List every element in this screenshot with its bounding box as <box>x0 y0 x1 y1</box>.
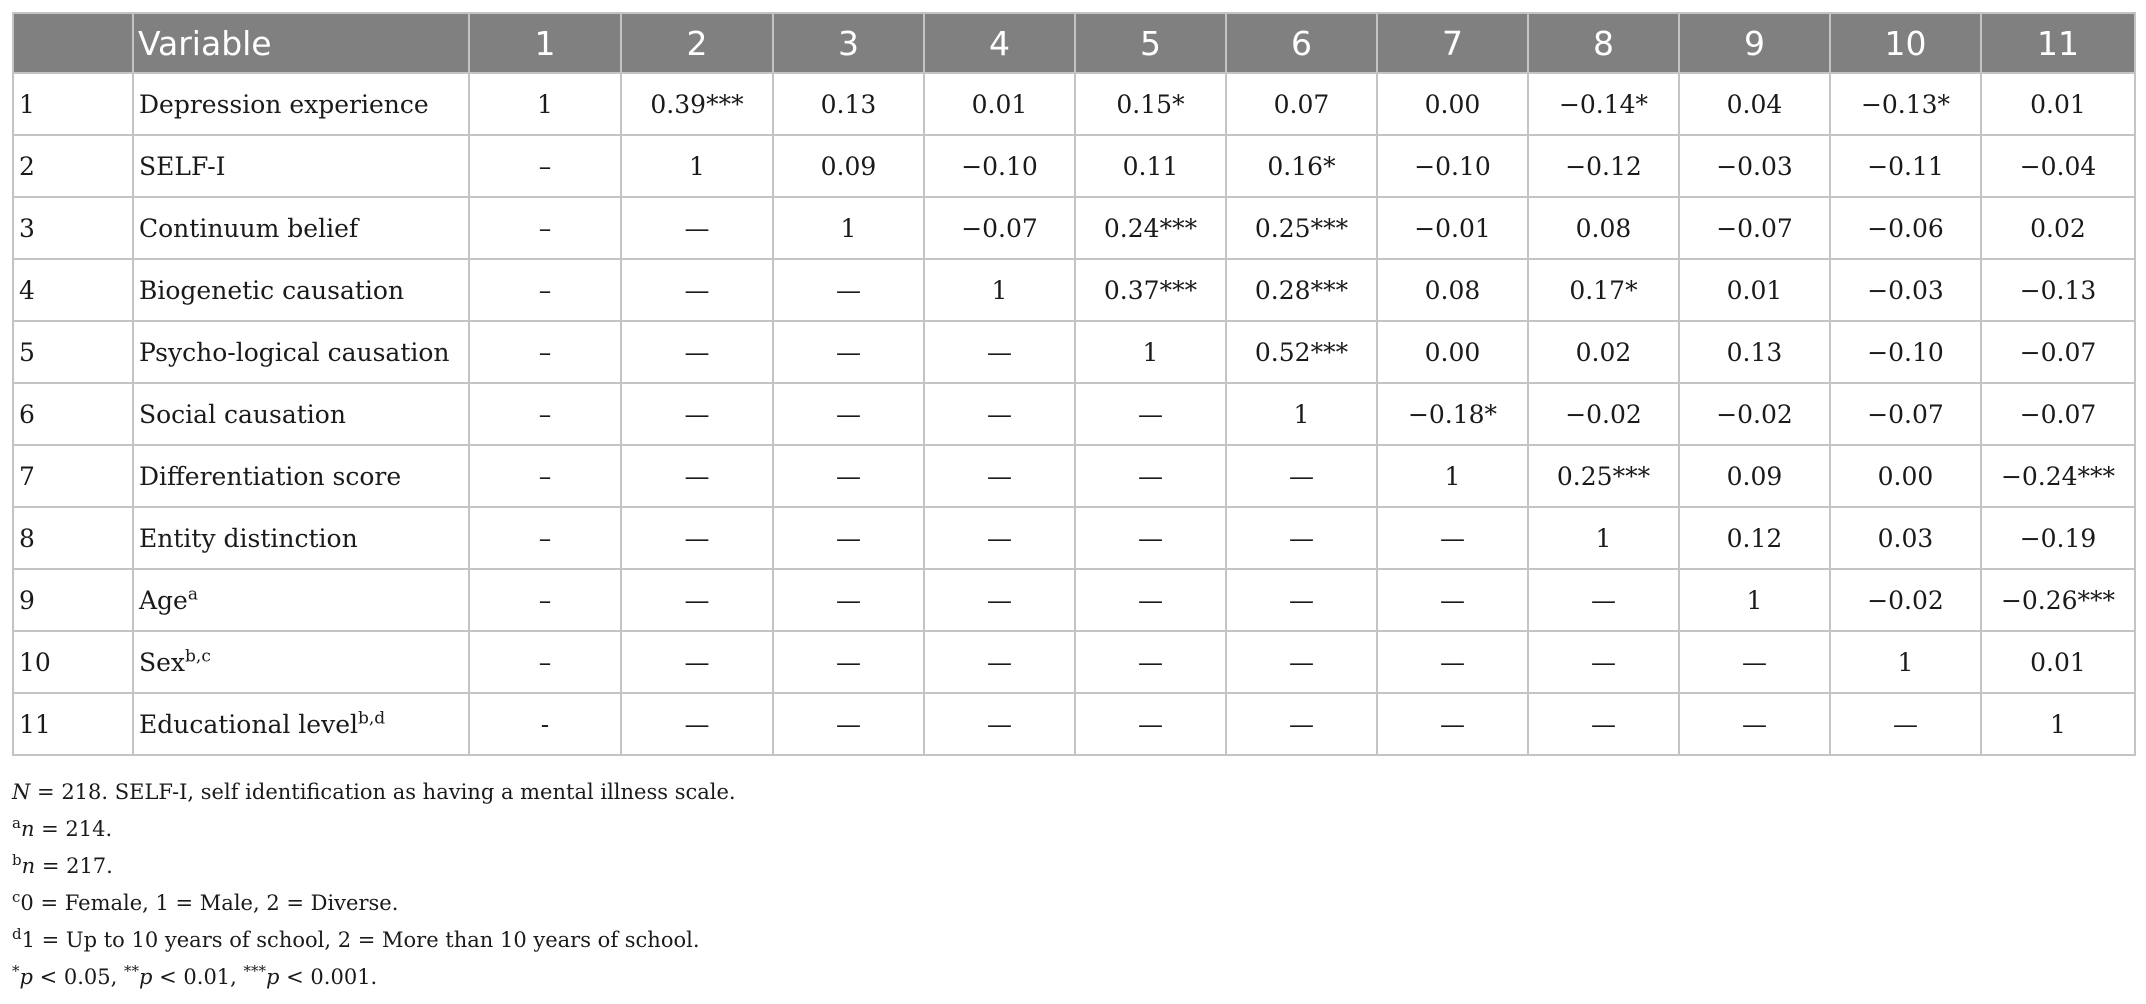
table-row <box>13 383 2135 445</box>
correlation-cell: 0.28*** <box>1226 259 1377 321</box>
correlation-cell: −0.02 <box>1679 383 1830 445</box>
correlation-cell: −0.13 <box>1981 259 2135 321</box>
row-index: 6 <box>13 383 133 445</box>
table-notes <box>12 774 736 996</box>
variable-cell <box>133 197 469 259</box>
correlation-cell: −0.10 <box>924 135 1075 197</box>
note-significance <box>12 959 736 996</box>
note-n-variable: N <box>12 780 31 804</box>
correlation-cell: 0.39*** <box>621 73 773 135</box>
correlation-cell: 0.02 <box>1528 321 1679 383</box>
correlation-cell: — <box>1226 507 1377 569</box>
correlation-cell: – <box>469 197 621 259</box>
correlation-cell: −0.10 <box>1377 135 1528 197</box>
table-row <box>13 197 2135 259</box>
table-row <box>13 507 2135 569</box>
correlation-cell: 0.03 <box>1830 507 1981 569</box>
correlation-cell: −0.19 <box>1981 507 2135 569</box>
correlation-cell: — <box>621 259 773 321</box>
note-c <box>12 885 736 922</box>
variable-name: Biogenetic causation <box>139 275 405 305</box>
correlation-cell: 0.09 <box>773 135 924 197</box>
correlation-cell: — <box>773 693 924 755</box>
correlation-table <box>12 12 2136 756</box>
table-row <box>13 321 2135 383</box>
correlation-cell: −0.04 <box>1981 135 2135 197</box>
correlation-cell: — <box>1528 631 1679 693</box>
correlation-cell: 1 <box>469 73 621 135</box>
correlation-cell: 1 <box>1679 569 1830 631</box>
correlation-cell: −0.02 <box>1830 569 1981 631</box>
row-index: 11 <box>13 693 133 755</box>
correlation-cell: −0.06 <box>1830 197 1981 259</box>
correlation-cell: −0.07 <box>1830 383 1981 445</box>
variable-footnote-mark: b,c <box>185 646 211 667</box>
correlation-cell: — <box>773 321 924 383</box>
correlation-cell: — <box>1226 445 1377 507</box>
correlation-cell: — <box>1528 569 1679 631</box>
correlation-cell: — <box>1075 569 1226 631</box>
table-row <box>13 693 2135 755</box>
note-sig2-variable: p <box>139 965 153 989</box>
variable-cell <box>133 693 469 755</box>
correlation-cell: – <box>469 507 621 569</box>
variable-name: Continuum belief <box>139 213 359 243</box>
correlation-cell: −0.18* <box>1377 383 1528 445</box>
table-row <box>13 445 2135 507</box>
correlation-cell: −0.03 <box>1679 135 1830 197</box>
correlation-cell: 1 <box>924 259 1075 321</box>
note-a <box>12 811 736 848</box>
note-d-mark: d <box>12 925 22 943</box>
correlation-cell: −0.13* <box>1830 73 1981 135</box>
correlation-cell: 0.13 <box>773 73 924 135</box>
correlation-cell: 1 <box>1981 693 2135 755</box>
correlation-cell: 0.17* <box>1528 259 1679 321</box>
correlation-cell: — <box>1226 569 1377 631</box>
correlation-cell: — <box>773 569 924 631</box>
correlation-cell: 0.11 <box>1075 135 1226 197</box>
correlation-cell: — <box>924 693 1075 755</box>
correlation-cell: — <box>773 445 924 507</box>
variable-footnote-mark: b,d <box>358 708 386 729</box>
row-index: 1 <box>13 73 133 135</box>
variable-cell <box>133 569 469 631</box>
correlation-cell: 0.15* <box>1075 73 1226 135</box>
correlation-cell: — <box>924 445 1075 507</box>
note-a-text: = 214. <box>34 817 113 841</box>
note-sample-size <box>12 774 736 811</box>
correlation-cell: −0.07 <box>1679 197 1830 259</box>
correlation-cell: — <box>621 569 773 631</box>
correlation-cell: −0.03 <box>1830 259 1981 321</box>
correlation-cell: 1 <box>1830 631 1981 693</box>
correlation-cell: — <box>621 631 773 693</box>
correlation-cell: 0.01 <box>1981 631 2135 693</box>
correlation-cell: – <box>469 445 621 507</box>
correlation-cell: 0.01 <box>1679 259 1830 321</box>
correlation-cell: −0.24*** <box>1981 445 2135 507</box>
correlation-cell: −0.26*** <box>1981 569 2135 631</box>
correlation-cell: – <box>469 631 621 693</box>
correlation-cell: – <box>469 259 621 321</box>
correlation-cell: −0.11 <box>1830 135 1981 197</box>
table-row <box>13 135 2135 197</box>
note-sig3-star: *** <box>243 962 267 980</box>
note-a-variable: n <box>20 817 35 841</box>
correlation-cell: 0.08 <box>1528 197 1679 259</box>
correlation-table-container <box>12 12 2134 756</box>
correlation-cell: – <box>469 135 621 197</box>
row-index: 5 <box>13 321 133 383</box>
note-c-mark: c <box>12 888 21 906</box>
table-row <box>13 259 2135 321</box>
header-col-10: 10 <box>1830 13 1981 73</box>
row-index: 10 <box>13 631 133 693</box>
header-col-9: 9 <box>1679 13 1830 73</box>
correlation-cell: — <box>1679 693 1830 755</box>
variable-name: Psycho-logical causation <box>139 337 450 367</box>
variable-footnote-mark: a <box>187 584 198 605</box>
correlation-cell: 0.25*** <box>1226 197 1377 259</box>
correlation-cell: — <box>621 197 773 259</box>
correlation-cell: — <box>924 321 1075 383</box>
correlation-cell: — <box>1377 569 1528 631</box>
header-col-1: 1 <box>469 13 621 73</box>
correlation-cell: 0.13 <box>1679 321 1830 383</box>
correlation-cell: — <box>621 507 773 569</box>
note-sig2-star: ** <box>124 962 140 980</box>
correlation-cell: — <box>621 693 773 755</box>
correlation-cell: — <box>773 383 924 445</box>
correlation-cell: −0.02 <box>1528 383 1679 445</box>
correlation-cell: — <box>1377 693 1528 755</box>
note-c-text: 0 = Female, 1 = Male, 2 = Diverse. <box>20 891 399 915</box>
correlation-cell: — <box>1377 631 1528 693</box>
correlation-cell: — <box>1075 445 1226 507</box>
note-b <box>12 848 736 885</box>
variable-cell <box>133 631 469 693</box>
note-d-text: 1 = Up to 10 years of school, 2 = More than 10 years of school. <box>21 928 700 952</box>
correlation-cell: 1 <box>773 197 924 259</box>
correlation-cell: — <box>1830 693 1981 755</box>
correlation-cell: 0.00 <box>1377 321 1528 383</box>
correlation-cell: – <box>469 321 621 383</box>
variable-name: Depression experience <box>139 89 429 119</box>
variable-cell <box>133 507 469 569</box>
correlation-cell: −0.01 <box>1377 197 1528 259</box>
correlation-cell: – <box>469 383 621 445</box>
correlation-cell: — <box>1679 631 1830 693</box>
row-index: 8 <box>13 507 133 569</box>
correlation-cell: 0.04 <box>1679 73 1830 135</box>
header-col-4: 4 <box>924 13 1075 73</box>
header-col-6: 6 <box>1226 13 1377 73</box>
correlation-cell: 1 <box>621 135 773 197</box>
correlation-cell: 0.52*** <box>1226 321 1377 383</box>
correlation-cell: — <box>1075 631 1226 693</box>
header-col-2: 2 <box>621 13 773 73</box>
note-d <box>12 922 736 959</box>
correlation-cell: 0.01 <box>924 73 1075 135</box>
correlation-cell: −0.10 <box>1830 321 1981 383</box>
correlation-cell: −0.12 <box>1528 135 1679 197</box>
correlation-cell: — <box>621 445 773 507</box>
variable-name: Entity distinction <box>139 523 358 553</box>
correlation-cell: −0.07 <box>924 197 1075 259</box>
correlation-cell: - <box>469 693 621 755</box>
variable-cell <box>133 445 469 507</box>
correlation-cell: −0.14* <box>1528 73 1679 135</box>
correlation-cell: 0.07 <box>1226 73 1377 135</box>
row-index: 3 <box>13 197 133 259</box>
correlation-cell: 1 <box>1226 383 1377 445</box>
variable-cell <box>133 259 469 321</box>
correlation-cell: 1 <box>1528 507 1679 569</box>
correlation-cell: — <box>1075 693 1226 755</box>
correlation-cell: — <box>773 631 924 693</box>
header-col-7: 7 <box>1377 13 1528 73</box>
correlation-cell: — <box>924 507 1075 569</box>
correlation-cell: — <box>924 631 1075 693</box>
correlation-cell: 0.00 <box>1830 445 1981 507</box>
correlation-cell: 0.02 <box>1981 197 2135 259</box>
note-b-text: = 217. <box>35 854 113 878</box>
correlation-cell: 0.37*** <box>1075 259 1226 321</box>
header-index <box>13 13 133 73</box>
correlation-cell: — <box>1528 693 1679 755</box>
header-variable: Variable <box>133 13 469 73</box>
correlation-cell: −0.07 <box>1981 321 2135 383</box>
row-index: 2 <box>13 135 133 197</box>
header-col-3: 3 <box>773 13 924 73</box>
correlation-cell: 0.09 <box>1679 445 1830 507</box>
note-b-variable: n <box>21 854 36 878</box>
correlation-cell: −0.07 <box>1981 383 2135 445</box>
header-row <box>13 13 2135 73</box>
correlation-cell: 1 <box>1377 445 1528 507</box>
correlation-cell: — <box>1377 507 1528 569</box>
correlation-cell: 0.16* <box>1226 135 1377 197</box>
variable-name: SELF-I <box>139 151 226 181</box>
header-col-5: 5 <box>1075 13 1226 73</box>
correlation-cell: 0.24*** <box>1075 197 1226 259</box>
correlation-cell: — <box>924 569 1075 631</box>
note-a-mark: a <box>12 814 21 832</box>
header-col-8: 8 <box>1528 13 1679 73</box>
row-index: 7 <box>13 445 133 507</box>
correlation-cell: 0.12 <box>1679 507 1830 569</box>
correlation-cell: — <box>1226 693 1377 755</box>
correlation-cell: 0.01 <box>1981 73 2135 135</box>
variable-cell <box>133 321 469 383</box>
correlation-cell: — <box>773 259 924 321</box>
correlation-cell: 0.08 <box>1377 259 1528 321</box>
correlation-cell: — <box>1075 507 1226 569</box>
note-sig1-star: * <box>12 962 20 980</box>
variable-name: Age <box>139 585 188 615</box>
correlation-cell: — <box>621 321 773 383</box>
correlation-cell: 1 <box>1075 321 1226 383</box>
variable-name: Differentiation score <box>139 461 402 491</box>
table-row <box>13 631 2135 693</box>
note-sig3-text: < 0.001. <box>279 965 378 989</box>
correlation-cell: 0.00 <box>1377 73 1528 135</box>
correlation-cell: 0.25*** <box>1528 445 1679 507</box>
variable-name: Educational level <box>139 709 359 739</box>
table-row <box>13 73 2135 135</box>
note-n-text: = 218. SELF-I, self identification as having a mental illness scale. <box>30 780 736 804</box>
correlation-cell: — <box>1075 383 1226 445</box>
note-sig2-text: < 0.01, <box>152 965 244 989</box>
table-row <box>13 569 2135 631</box>
row-index: 9 <box>13 569 133 631</box>
note-sig1-text: < 0.05, <box>32 965 125 989</box>
variable-cell <box>133 383 469 445</box>
variable-name: Social causation <box>139 399 346 429</box>
correlation-cell: — <box>1226 631 1377 693</box>
note-b-mark: b <box>12 851 22 869</box>
note-sig3-variable: p <box>266 965 280 989</box>
row-index: 4 <box>13 259 133 321</box>
variable-name: Sex <box>139 647 186 677</box>
variable-cell <box>133 135 469 197</box>
correlation-cell: — <box>773 507 924 569</box>
variable-cell <box>133 73 469 135</box>
note-sig1-variable: p <box>19 965 33 989</box>
correlation-cell: – <box>469 569 621 631</box>
table-body <box>13 73 2135 755</box>
correlation-cell: — <box>924 383 1075 445</box>
correlation-cell: — <box>621 383 773 445</box>
header-col-11: 11 <box>1981 13 2135 73</box>
